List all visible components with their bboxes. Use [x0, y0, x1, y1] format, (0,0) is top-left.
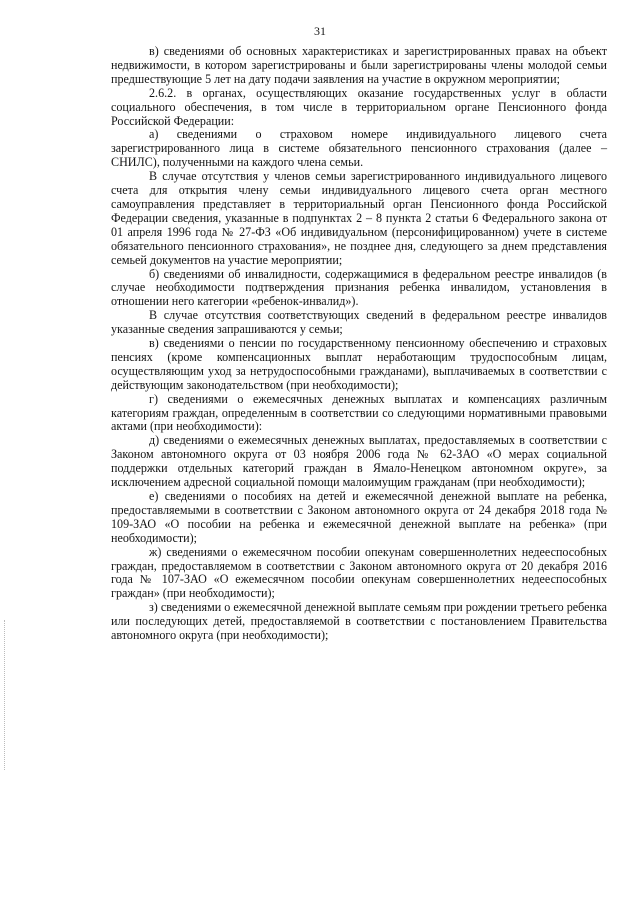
scan-edge-marks — [4, 620, 7, 770]
paragraph-e-child-allowance: е) сведениями о пособиях на детей и ежемесячной денежной выплате на ребенка, предоставляемыми в соответствии с Законом автономного округа от 24 декабря 2018 года № 109-ЗАО «О пособии на ребенка и ежемесячной денежной выплате на ребенка» (при необходимости); — [111, 489, 607, 545]
paragraph-z-third-child: з) сведениями о ежемесячной денежной выплате семьям при рождении третьего ребенка или последующих детей, предоставляемой в соответствии с постановлением Правительства автономного округа (при необходимости); — [111, 600, 607, 643]
paragraph-no-account: В случае отсутствия у членов семьи зарегистрированного индивидуального лицевого счета для открытия члену семьи индивидуального лицевого счета орган местного самоуправления представляет в территориальный орган Пенсионного фонда Российской Федерации сведения, указанные в подпунктах 2 – 8 пункта 2 статьи 6 Федерального закона от 01 апреля 1996 года № 27-ФЗ «Об индивидуальном (персонифицированном) учете в системе обязательного пенсионного страхования», не позднее дня, следующего за днем представления семьей документов на участие мероприятии; — [111, 169, 607, 267]
paragraph-d-law-62-zao: д) сведениями о ежемесячных денежных выплатах, предоставляемых в соответствии с Законом автономного округа от 03 ноября 2006 года № 62-ЗАО «О мерах социальной поддержки отдельных категорий граждан в Ямало-Ненецком автономном округе», за исключением адресной социальной помощи малоимущим гражданам (при необходимости); — [111, 433, 607, 490]
paragraph-no-disability-data: В случае отсутствия соответствующих сведений в федеральном реестре инвалидов указанные сведения запрашиваются у семьи; — [111, 308, 607, 337]
document-body — [111, 45, 607, 643]
page-number: 31 — [314, 24, 326, 38]
paragraph-v-real-estate: в) сведениями об основных характеристиках и зарегистрированных правах на объект недвижимости, в котором зарегистрированы и были зарегистрированы члены молодой семьи предшествующие 5 лет на дату подачи заявления на участие в окружном мероприятии; — [111, 44, 607, 86]
paragraph-b-disability: б) сведениями об инвалидности, содержащимися в федеральном реестре инвалидов (в случае необходимости подтверждения признания ребенка инвалидом, установления в отношении него категории «ребенок-инвалид»). — [111, 266, 607, 309]
paragraph-a-snils: а) сведениями о страховом номере индивидуального лицевого счета зарегистрированного лица в системе обязательного пенсионного страхования (далее – СНИЛС), полученными на каждого члена семьи. — [111, 127, 607, 170]
paragraph-2-6-2: 2.6.2. в органах, осуществляющих оказание государственных услуг в области социального обеспечения, в том числе в территориальном органе Пенсионного фонда Российской Федерации: — [111, 85, 607, 128]
paragraph-zh-guardian-allowance: ж) сведениями о ежемесячном пособии опекунам совершеннолетних недееспособных граждан, предоставляемом в соответствии с Законом автономного округа от 20 декабря 2016 года № 107-ЗАО «О ежемесячном пособии опекунам совершеннолетних недееспособных граждан» (при необходимости); — [111, 544, 607, 601]
paragraph-v-pension: в) сведениями о пенсии по государственному пенсионному обеспечению и страховых пенсиях (кроме компенсационных выплат неработающим трудоспособным лицам, осуществляющим уход за нетрудоспособными гражданами), выплачиваемых в соответствии с действующим законодательством (при необходимости); — [111, 336, 607, 392]
paragraph-g-monthly-payments: г) сведениями о ежемесячных денежных выплатах и компенсациях различным категориям граждан, определенным в соответствии со следующими нормативными правовыми актами (при необходимости): — [111, 391, 607, 434]
